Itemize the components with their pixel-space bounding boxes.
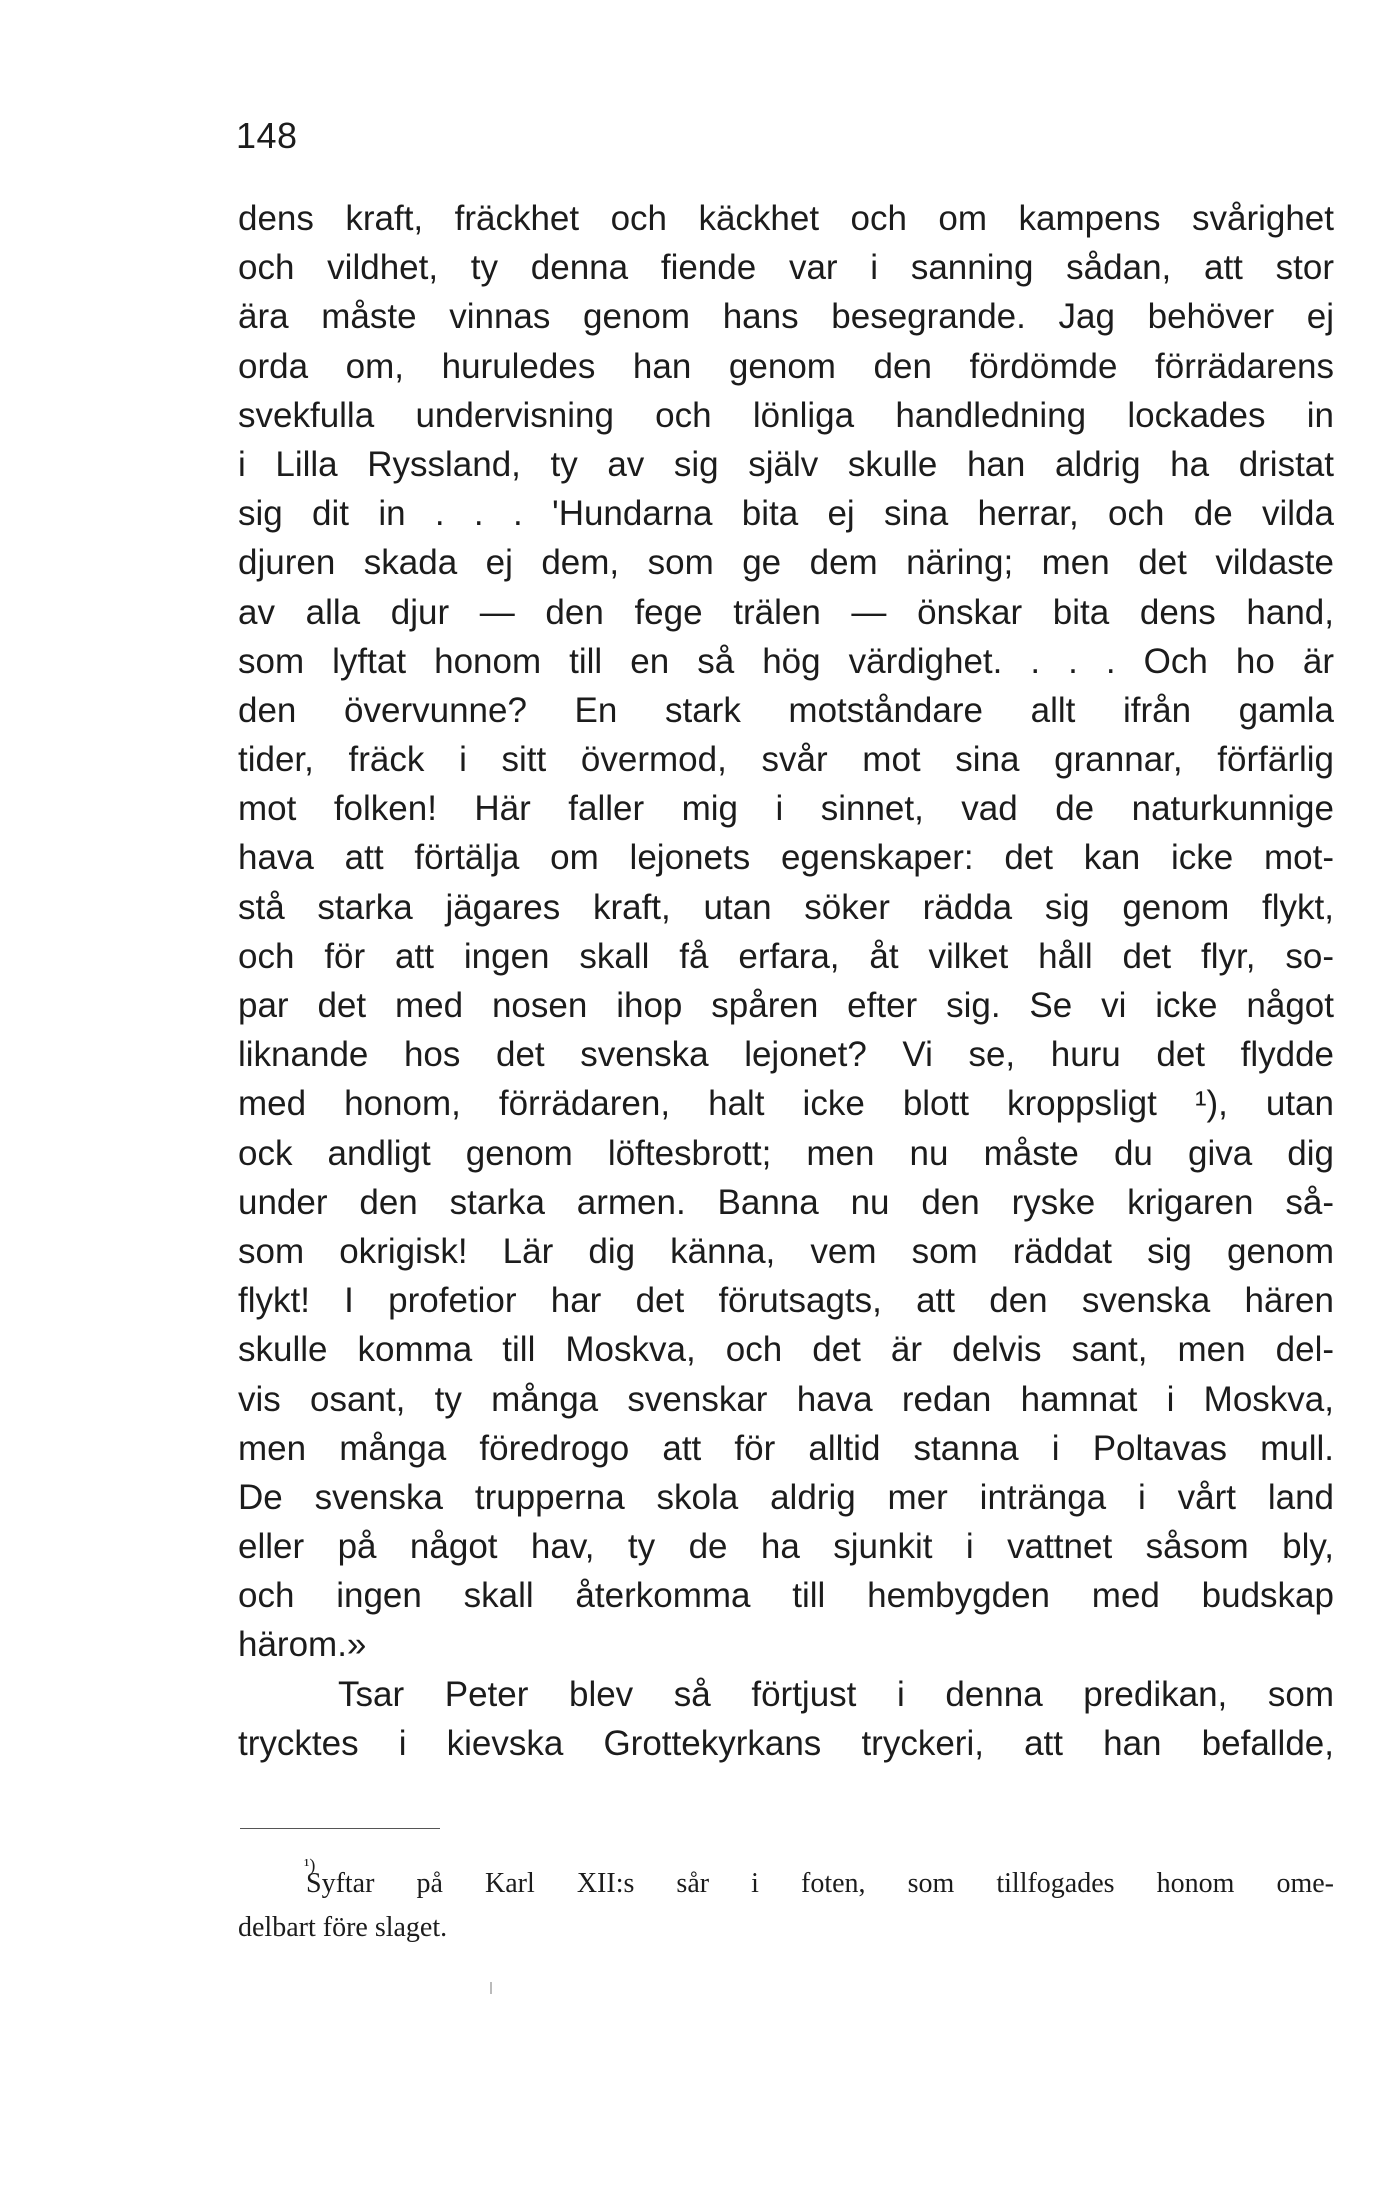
page-number: 148: [236, 115, 298, 156]
footnote-text: Syftar på Karl XII:s sår i foten, som tillfogades honom ome-: [306, 1868, 1334, 1899]
print-speck: [490, 1982, 492, 1994]
text-line: under den starka armen. Banna nu den ryske krigaren så-: [238, 1182, 1334, 1222]
text-line: stå starka jägares kraft, utan söker rädda sig genom flykt,: [238, 887, 1334, 927]
text-line: svekfulla undervisning och lönliga handledning lockades in: [238, 395, 1334, 435]
text-line: sig dit in . . . 'Hundarna bita ej sina herrar, och de vilda: [238, 494, 1334, 534]
footnote-line: [238, 1855, 1334, 1906]
text-line: De svenska trupperna skola aldrig mer intränga i vårt land: [238, 1477, 1334, 1517]
text-line: och för att ingen skall få erfara, åt vilket håll det flyr, so-: [238, 936, 1334, 976]
footnote-marker: ¹): [304, 1855, 316, 1875]
text-line: härom.»: [238, 1625, 367, 1665]
footnote-line: delbart före slaget.: [238, 1912, 448, 1943]
text-line: flykt! I profetior har det förutsagts, att den svenska hären: [238, 1281, 1334, 1321]
text-line: par det med nosen ihop spåren efter sig. Se vi icke något: [238, 986, 1334, 1025]
text-line: av alla djur — den fege trälen — önskar bita dens hand,: [238, 592, 1334, 632]
text-line: eller på något hav, ty de ha sjunkit i vattnet såsom bly,: [238, 1527, 1334, 1567]
text-line: ock andligt genom löftesbrott; men nu måste du giva dig: [238, 1133, 1334, 1173]
text-line: som okrigisk! Lär dig känna, vem som räddat sig genom: [238, 1231, 1334, 1271]
text-line: med honom, förrädaren, halt icke blott kroppsligt ¹), utan: [238, 1084, 1334, 1124]
text-line: ära måste vinnas genom hans besegrande. Jag behöver ej: [238, 297, 1334, 337]
paragraph: [238, 194, 1334, 1670]
text-line: orda om, huruledes han genom den fördömde förrädarens: [238, 346, 1334, 386]
text-line: trycktes i kievska Grottekyrkans tryckeri, att han befallde,: [238, 1723, 1334, 1763]
paragraph: [238, 1670, 1334, 1768]
footnote-divider: [240, 1828, 440, 1829]
text-line: liknande hos det svenska lejonet? Vi se, huru det flydde: [238, 1035, 1334, 1075]
text-line: hava att förtälja om lejonets egenskaper: det kan icke mot-: [238, 838, 1334, 878]
text-line: den övervunne? En stark motståndare allt ifrån gamla: [238, 690, 1334, 730]
text-line: tider, fräck i sitt övermod, svår mot sina grannar, förfärlig: [238, 740, 1334, 780]
text-line: och vildhet, ty denna fiende var i sanning sådan, att stor: [238, 248, 1334, 288]
text-line: dens kraft, fräckhet och käckhet och om kampens svårighet: [238, 199, 1334, 238]
text-line: och ingen skall återkomma till hembygden med budskap: [238, 1576, 1334, 1616]
text-line: mot folken! Här faller mig i sinnet, vad de naturkunnige: [238, 789, 1334, 829]
text-line: vis osant, ty många svenskar hava redan hamnat i Moskva,: [238, 1379, 1334, 1419]
text-line: Tsar Peter blev så förtjust i denna predikan, som: [338, 1674, 1334, 1714]
text-line: men många föredrogo att för alltid stanna i Poltavas mull.: [238, 1428, 1334, 1468]
text-line: djuren skada ej dem, som ge dem näring; men det vildaste: [238, 543, 1334, 583]
footnote: [238, 1855, 1334, 1950]
body-text: [238, 194, 1334, 1768]
text-line: i Lilla Ryssland, ty av sig själv skulle han aldrig ha dristat: [238, 444, 1334, 484]
text-line: som lyftat honom till en så hög värdighet. . . . Och ho är: [238, 641, 1334, 681]
text-line: skulle komma till Moskva, och det är delvis sant, men del-: [238, 1330, 1334, 1370]
